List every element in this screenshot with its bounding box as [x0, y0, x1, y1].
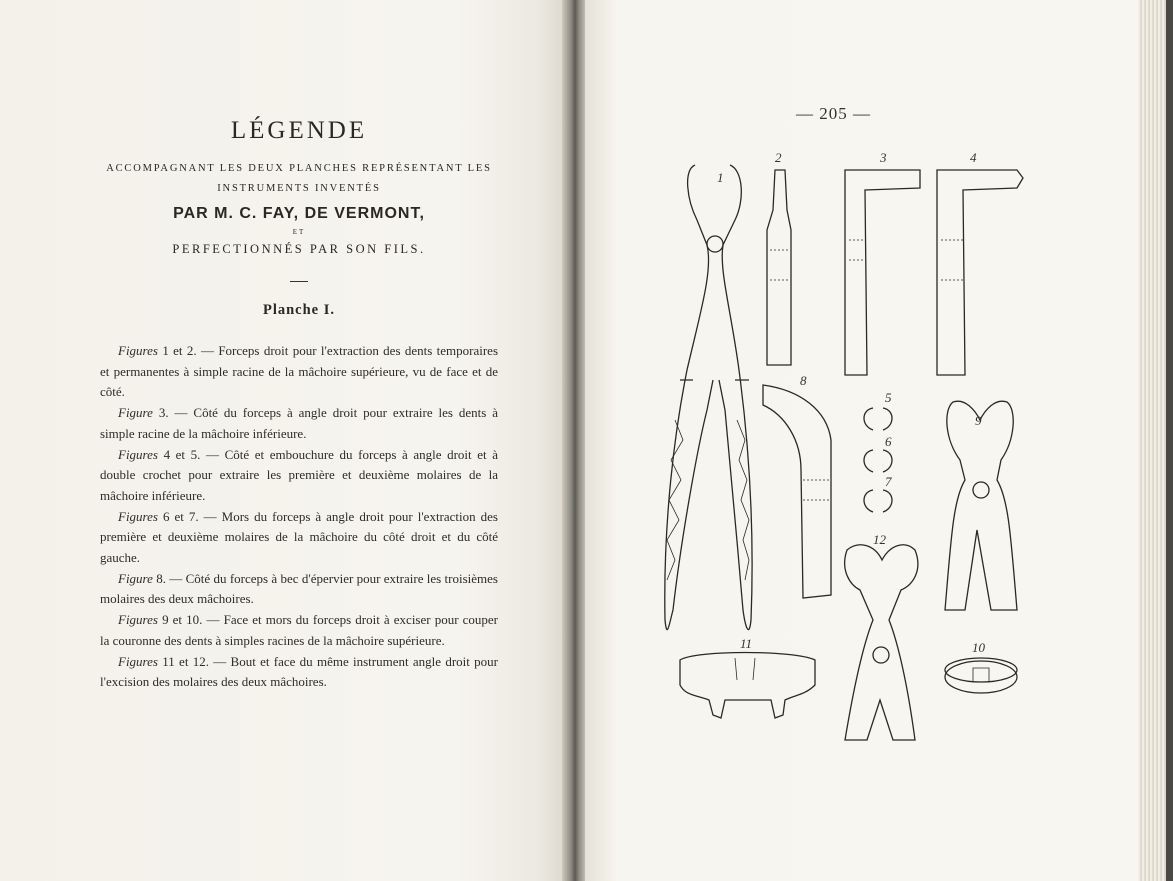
figure-number: 10 — [972, 640, 985, 655]
forceps-fig-3-illustration — [845, 170, 920, 375]
figure-number: 4 — [970, 150, 977, 165]
entry-text: 4 et 5. — Côté et embouchure du forceps à angle droit et à double crochet pour extraire les première et deuxième molaires de la mâchoire inférieure. — [100, 446, 498, 503]
figure-number: 6 — [885, 434, 892, 449]
figure-number: 3 — [880, 150, 887, 165]
forceps-fig-10-illustration — [945, 658, 1017, 693]
figure-number: 12 — [873, 532, 886, 547]
section-heading: Planche I. — [262, 302, 336, 318]
entry-text: 11 et 12. — Bout et face du même instrument angle droit pour l'excision des molaires des deux mâchoires. — [100, 653, 498, 690]
et-conjunction: ET — [292, 228, 306, 236]
figure-number: 9 — [975, 413, 982, 428]
entry-text: 6 et 7. — Mors du forceps à angle droit pour l'extraction des première et deuxième molaires de la mâchoire du côté droit et du côté gauche. — [100, 508, 498, 566]
forceps-fig-2-illustration — [767, 170, 791, 365]
figure-number-labels — [717, 150, 986, 655]
forceps-fig-1-illustration — [665, 165, 752, 630]
entry-label: Figures — [118, 653, 158, 669]
entry-label: Figures — [118, 612, 158, 628]
figure-legend-list — [100, 341, 498, 693]
entry-label: Figures — [118, 508, 158, 524]
legend-entry — [100, 569, 498, 610]
entry-label: Figure — [118, 405, 153, 421]
legend-text-block — [100, 118, 498, 693]
legend-entry — [100, 507, 498, 569]
entry-label: Figures — [118, 446, 158, 462]
entry-label: Figures — [118, 343, 158, 358]
legend-title: LÉGENDE — [230, 117, 368, 144]
legend-subtitle — [100, 159, 498, 199]
entry-text: 8. — Côté du forceps à bec d'épervier pour extraire les troisièmes molaires des deux mâchoires. — [100, 570, 498, 607]
entry-text: 9 et 10. — Face et mors du forceps droit à exciser pour couper la couronne des dents à simples racines de la mâchoire supérieure. — [100, 612, 498, 648]
legend-subtitle-line2: INSTRUMENTS INVENTÉS — [217, 183, 381, 194]
forceps-jaws-fig-5-7-illustration — [864, 408, 892, 512]
section-divider — [290, 281, 308, 282]
forceps-fig-11-illustration — [680, 653, 815, 719]
forceps-fig-4-illustration — [937, 170, 1023, 375]
figure-number: 11 — [740, 636, 753, 651]
page-number: — 205 — — [796, 104, 871, 123]
entry-text: 1 et 2. — Forceps droit pour l'extraction des dents temporaires et permanentes à simple racine de la mâchoire supérieure, vu de face et de côté. — [100, 343, 498, 400]
legend-entry — [100, 403, 498, 444]
page-edge-shadow — [1166, 0, 1173, 881]
perfected-line: PERFECTIONNÉS PAR SON FILS. — [172, 242, 426, 256]
entry-text: 3. — Côté du forceps à angle droit pour extraire les dents à simple racine de la mâchoire inférieure. — [100, 405, 498, 441]
legend-entry — [100, 341, 498, 403]
forceps-fig-12-illustration — [845, 545, 918, 740]
forceps-fig-8-illustration — [763, 385, 831, 598]
entry-label: Figure — [118, 570, 153, 586]
legend-entry — [100, 610, 498, 651]
inventor-line: PAR M. C. FAY, DE VERMONT, — [173, 205, 425, 222]
figure-number: 1 — [717, 170, 724, 185]
figure-number: 8 — [800, 373, 807, 388]
instrument-plate-illustration — [635, 140, 1055, 760]
legend-entry — [100, 652, 498, 693]
forceps-fig-9-illustration — [945, 401, 1017, 610]
figure-number: 7 — [885, 474, 892, 489]
legend-subtitle-line1: ACCOMPAGNANT LES DEUX PLANCHES REPRÉSENTANT LES — [106, 163, 492, 174]
figure-number: 5 — [885, 390, 892, 405]
legend-entry — [100, 445, 498, 507]
figure-number: 2 — [775, 150, 782, 165]
